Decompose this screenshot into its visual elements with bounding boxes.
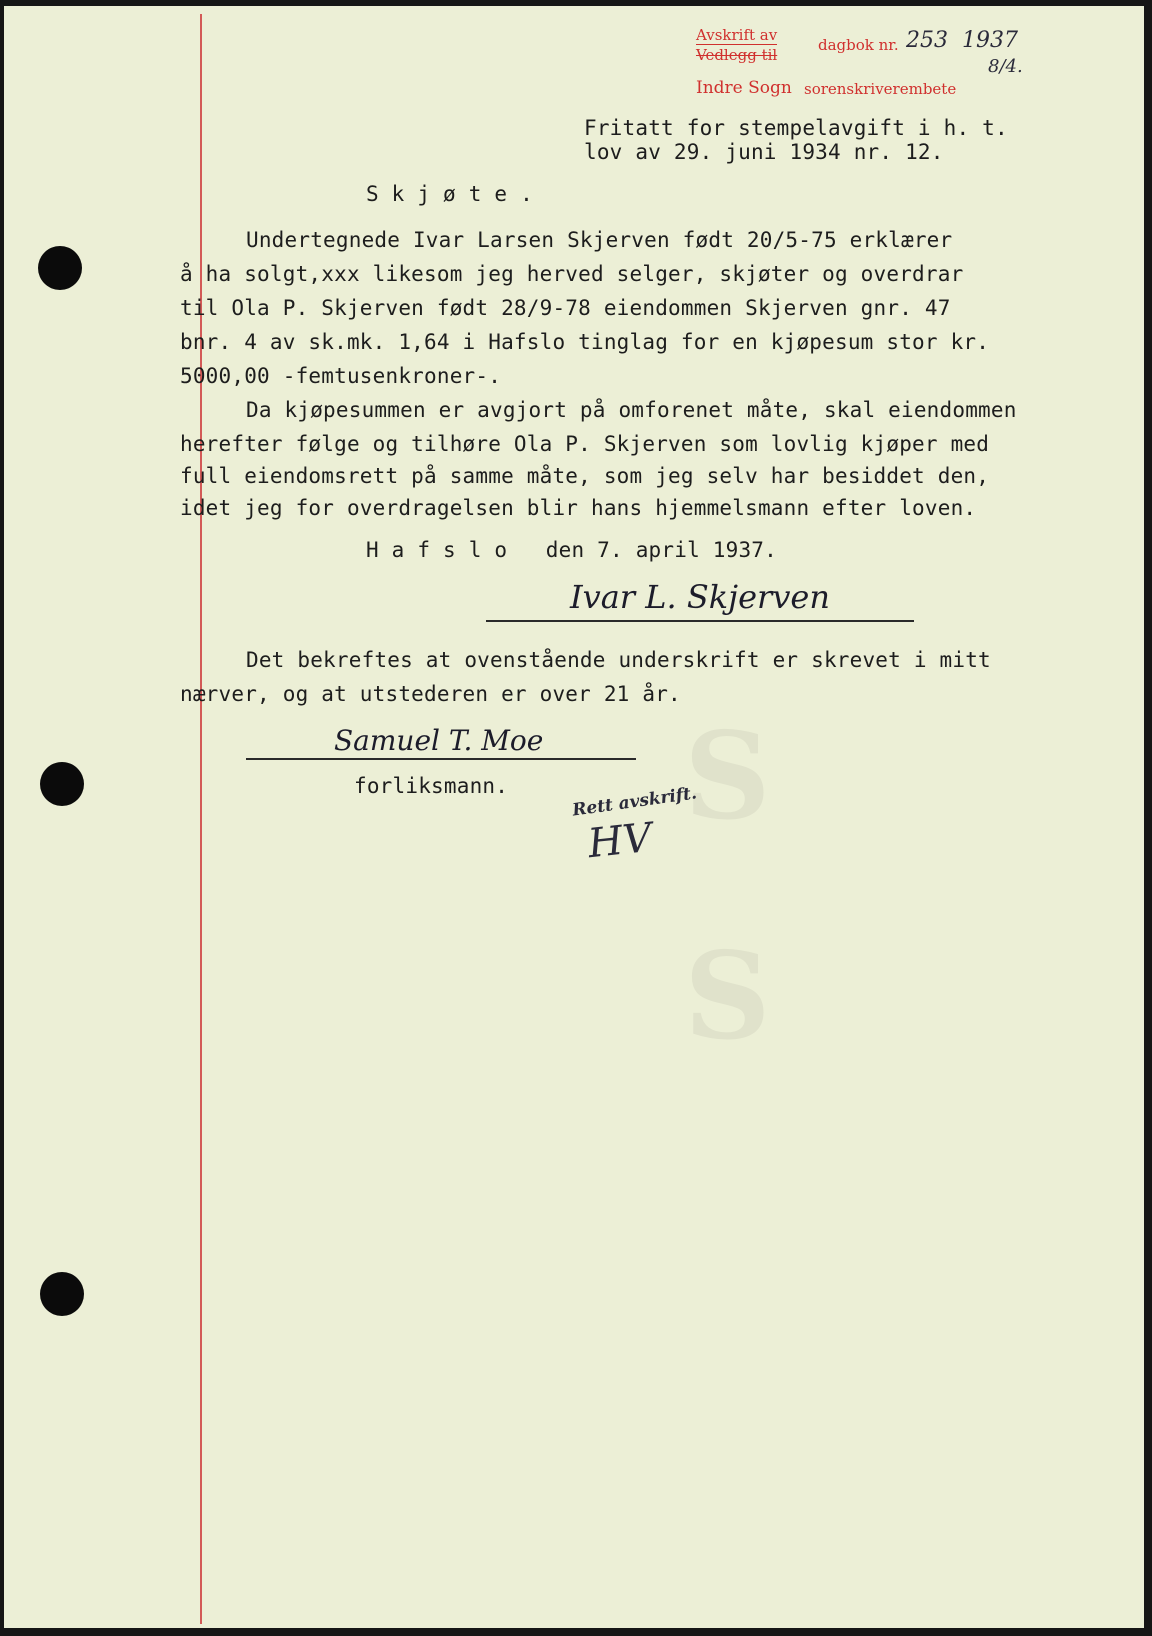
- seller-signature: Ivar L. Skjerven: [570, 578, 830, 616]
- background-watermark: S: [684, 706, 771, 847]
- signature-rule: [486, 620, 914, 622]
- body-line: idet jeg for overdragelsen blir hans hjemmelsmann efter loven.: [180, 496, 977, 520]
- document-title: S k j ø t e .: [366, 182, 533, 206]
- registry-initials: HV: [585, 814, 655, 868]
- dagbok-year: 1937: [962, 28, 1018, 53]
- exemption-line-2: lov av 29. juni 1934 nr. 12.: [584, 140, 944, 164]
- registry-note: Rett avskrift.: [571, 783, 699, 821]
- body-line: full eiendomsrett på samme måte, som jeg selv har besiddet den,: [180, 464, 990, 488]
- witness-signature-rule: [246, 758, 636, 760]
- body-line: å ha solgt,xxx likesom jeg herved selger, skjøter og overdrar: [180, 262, 964, 286]
- exemption-line-1: Fritatt for stempelavgift i h. t.: [584, 116, 1008, 140]
- document-page: [4, 6, 1144, 1628]
- attachment-stamp-label: Vedlegg til: [696, 46, 778, 64]
- background-watermark: S: [684, 926, 771, 1067]
- office-place: Indre Sogn: [696, 78, 792, 98]
- date-note: 8/4.: [988, 56, 1023, 77]
- confirmation-line-2: nærver, og at utstederen er over 21 år.: [180, 682, 681, 706]
- margin-rule: [200, 14, 202, 1624]
- punch-hole-middle: [40, 762, 84, 806]
- confirmation-line-1: Det bekreftes at ovenstående underskrift er skrevet i mitt: [246, 648, 991, 672]
- body-line: til Ola P. Skjerven født 28/9-78 eiendommen Skjerven gnr. 47: [180, 296, 951, 320]
- place-date: H a f s l o den 7. april 1937.: [366, 538, 777, 562]
- body-line: Undertegnede Ivar Larsen Skjerven født 20/5-75 erklærer: [246, 228, 953, 252]
- body-line: herefter følge og tilhøre Ola P. Skjerven som lovlig kjøper med: [180, 432, 990, 456]
- punch-hole-top: [38, 246, 82, 290]
- body-line: Da kjøpesummen er avgjort på omforenet måte, skal eiendommen: [246, 398, 1017, 422]
- body-line: 5000,00 -femtusenkroner-.: [180, 364, 502, 388]
- witness-signature: Samuel T. Moe: [334, 724, 544, 757]
- dagbok-label: dagbok nr.: [818, 36, 899, 54]
- copy-stamp-label: Avskrift av: [696, 26, 778, 44]
- punch-hole-bottom: [40, 1272, 84, 1316]
- witness-title: forliksmann.: [354, 774, 509, 798]
- office-name: sorenskriverembete: [804, 80, 957, 98]
- dagbok-number: 253: [906, 28, 948, 53]
- body-line: bnr. 4 av sk.mk. 1,64 i Hafslo tinglag for en kjøpesum stor kr.: [180, 330, 990, 354]
